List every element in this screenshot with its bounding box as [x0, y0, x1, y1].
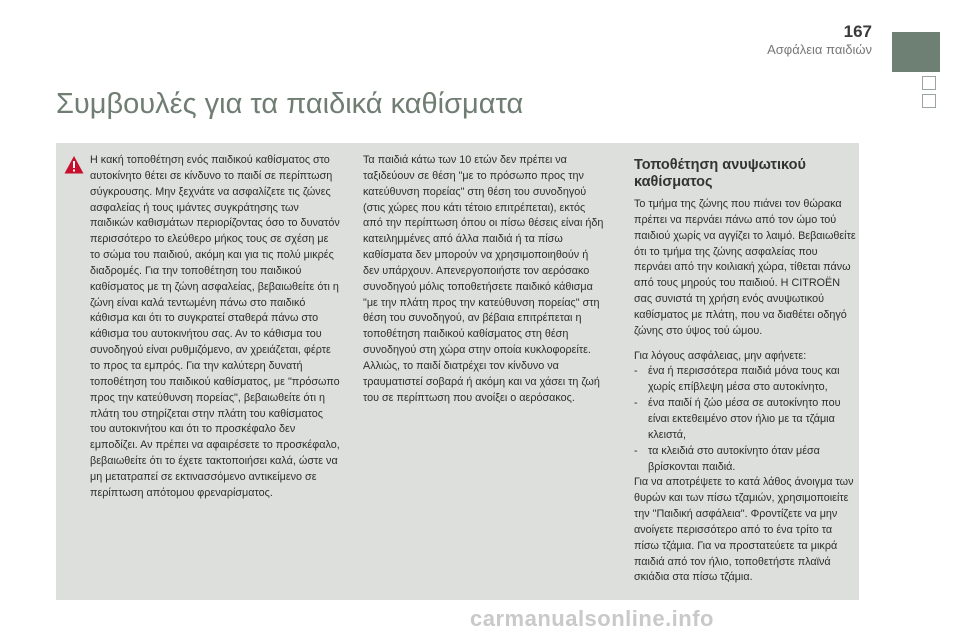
column-2 [363, 153, 605, 407]
col2-text: Τα παιδιά κάτω των 10 ετών δεν πρέπει να ταξιδεύουν σε θέση "με το πρόσωπο προς την κατεύθυνση πορείας" στη θέση του συνοδηγού (στις χώρες που κάτι τέτοιο επιτρέπεται), εκτός από την περίπτωση όπου οι πίσω θέσεις είναι ήδη κατειλημμένες από άλλα παιδιά ή τα πίσω καθίσματα δεν μπορούν να χρησιμοποιηθούν ή δεν υπάρχουν. Απενεργοποιήστε τον αερόσακο συνοδηγού μόλις τοποθετήσετε παιδικό κάθισμα "με την πλάτη προς την κατεύθυνση πορείας" στη θέση του συνοδηγού, αν βέβαια επιτρέπεται η τοποθέτηση παιδικού καθίσματος στη θέση συνοδηγού στη χώρα στην οποία κυκλοφορείτε. Αλλιώς, το παιδί διατρέχει τον κίνδυνο να τραυματιστεί σοβαρά ή ακόμη και να χάσει τη ζωή του σε περίπτωση που ανοίξει ο αερόσακος. [363, 154, 604, 404]
list-item: - ένα ή περισσότερα παιδιά μόνα τους και χωρίς επίβλεψη μέσα στο αυτοκίνητο, [634, 364, 856, 396]
watermark: carmanualsonline.info [470, 606, 714, 631]
col3-para3: Για να αποτρέψετε το κατά λάθος άνοιγμα των θυρών και των πίσω τζαμιών, χρησιμοποιείτε την "Παιδική ασφάλεια". Φροντίζετε να μην ανοίγετε περισσότερο από το ένα τρίτο τα πίσω τζάμια. Για να προστατεύετε τα μικρά παιδιά από τον ήλιο, τοποθετήστε πλαϊνά σκιάδια στα πίσω τζάμια. [634, 476, 854, 584]
col3-para1: Το τμήμα της ζώνης που πιάνει τον θώρακα πρέπει να περνάει πάνω από τον ώμο τού παιδιού χωρίς να αγγίζει το λαιμό. Βεβαιωθείτε ότι το τμήμα της ζώνης ασφαλείας που περνάει από την κοιλιακή χώρα, τίθεται πάνω από τους μηρούς του παιδιού. Η CITROËN σας συνιστά τη χρήση ενός ανυψωτικού καθίσματος με πλάτη, που να διαθέτει οδηγό ζώνης στο ύψος τού ώμου. [634, 198, 856, 337]
column-1 [90, 153, 340, 502]
corner-square-1 [922, 76, 936, 90]
corner-square-2 [922, 94, 936, 108]
page-title: Συμβουλές για τα παιδικά καθίσματα [56, 88, 524, 120]
col3-heading: Τοποθέτηση ανυψωτικού καθίσματος [634, 157, 806, 190]
col3-bullet-list [634, 364, 856, 475]
section-label: Ασφάλεια παιδιών [767, 42, 872, 57]
column-3 [634, 153, 856, 586]
content-panel [56, 143, 859, 600]
page-number: 167 [843, 22, 872, 41]
col1-text: Η κακή τοποθέτηση ενός παιδικού καθίσματος στο αυτοκίνητο θέτει σε κίνδυνο το παιδί σε περίπτωση σύγκρουσης. Μην ξεχνάτε να ασφαλίζετε τις ζώνες ασφαλείας ή τους ιμάντες συγκράτησης των παιδικών καθισμάτων περιορίζοντας όσο το δυνατόν περισσότερο το ελεύθερο μήκος τους σε σχέση με το σώμα του παιδιού, ακόμη και για τις πολύ μικρές διαδρομές. Για την τοποθέτηση του παιδικού καθίσματος με τη ζώνη ασφαλείας, βεβαιωθείτε ότι η ζώνη είναι καλά τεντωμένη πάνω στο παιδικό κάθισμα και ότι το συγκρατεί σταθερά πάνω στο κάθισμα του αυτοκινήτου σας. Αν το κάθισμα του συνοδηγού είναι ρυθμιζόμενο, αν χρειάζεται, φέρτε το προς τα εμπρός. Για την καλύτερη δυνατή τοποθέτηση του παιδικού καθίσματος, με "πρόσωπο προς την κατεύθυνση πορείας", βεβαιωθείτε ότι η πλάτη του στηρίζεται στην πλάτη του καθίσματος του αυτοκινήτου και ότι το προσκέφαλο δεν εμποδίζει. Αν πρέπει να αφαιρέσετε το προσκέφαλο, βεβαιωθείτε ότι το έχετε τακτοποιήσει καλά, ώστε να μη μετατραπεί σε εκτινασσόμενο αντικείμενο σε περίπτωση απότομου φρεναρίσματος. [90, 154, 340, 499]
col3-para2-intro: Για λόγους ασφάλειας, μην αφήνετε: [634, 349, 807, 362]
warning-icon [64, 155, 84, 175]
corner-block [892, 32, 940, 72]
list-item: - ένα παιδί ή ζώο μέσα σε αυτοκίνητο που είναι εκτεθειμένο στον ήλιο με τα τζάμια κλειστά, [634, 396, 856, 444]
list-item: - τα κλειδιά στο αυτοκίνητο όταν μέσα βρίσκονται παιδιά. [634, 444, 856, 476]
